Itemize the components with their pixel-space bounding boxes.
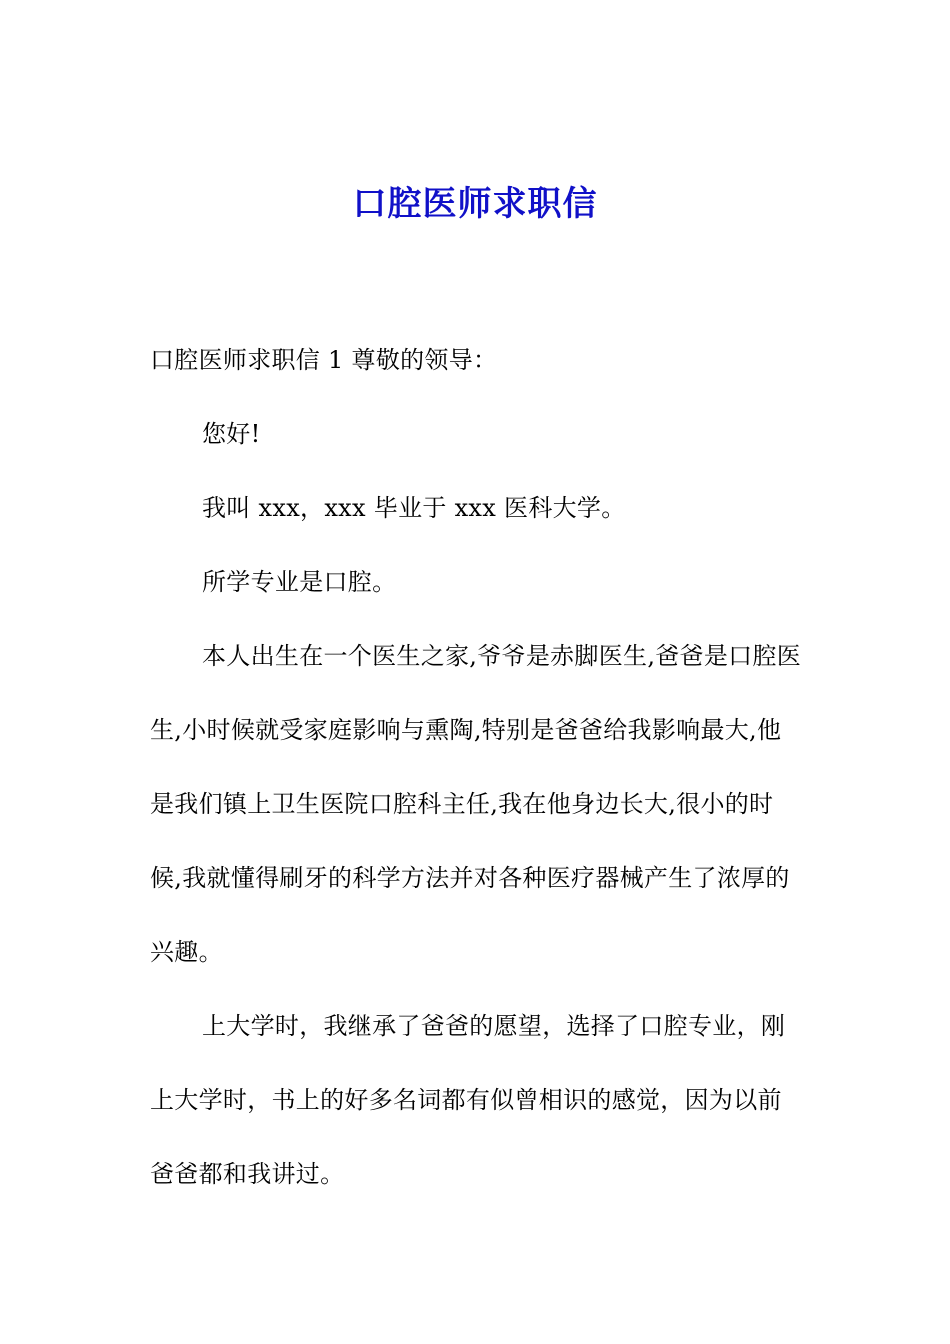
page-title: 口腔医师求职信 — [352, 184, 598, 224]
university-paragraph: 上大学时，我继承了爸爸的愿望，选择了口腔专业，刚上大学时，书上的好多名词都有似曾相识的感觉，因为以前爸爸都和我讲过。 — [150, 1012, 786, 1188]
greeting-paragraph: 您好! — [202, 420, 261, 448]
intro-paragraph: 我叫 xxx，xxx 毕业于 xxx 医科大学。 — [202, 494, 626, 522]
major-paragraph: 所学专业是口腔。 — [202, 568, 397, 596]
salutation-paragraph: 口腔医师求职信 1 尊敬的领导： — [150, 346, 498, 374]
letter-body — [150, 323, 802, 1211]
background-paragraph: 本人出生在一个医生之家,爷爷是赤脚医生,爸爸是口腔医生,小时候就受家庭影响与熏陶,特别是爸爸给我影响最大,他是我们镇上卫生医院口腔科主任,我在他身边长大,很小的时候,我就懂得刷牙的科学方法并对各种医疗器械产生了浓厚的兴趣。 — [150, 642, 802, 966]
